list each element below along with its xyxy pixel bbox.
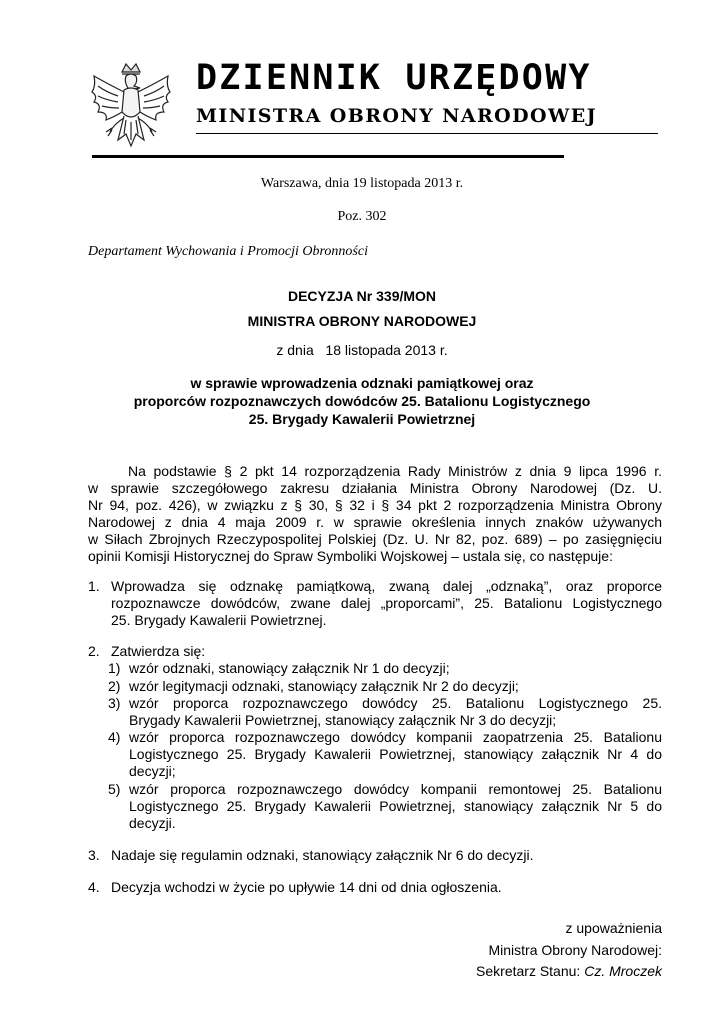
position-number: Poz. 302 — [337, 209, 387, 224]
decision-issuer: MINISTRA OBRONY NARODOWEJ — [247, 313, 477, 329]
department-name: Departament Wychowania i Promocji Obronności — [88, 244, 368, 259]
subject-line: proporców rozpoznawczych dowódców 25. Batalionu Logistycznego — [133, 393, 591, 409]
item-number: 3. — [88, 847, 100, 863]
item-line: Decyzja wchodzi w życie po upływie 14 dni od dnia ogłoszenia. — [111, 879, 502, 895]
subitem-line: decyzji. — [129, 815, 176, 831]
subitem-line: wzór odznaki, stanowiący załącznik Nr 1 do decyzji; — [129, 660, 450, 676]
journal-subtitle: MINISTRA OBRONY NARODOWEJ — [196, 105, 597, 127]
decision-number: DECYZJA Nr 339/MON — [287, 288, 437, 304]
signer-title: Sekretarz Stanu: — [476, 963, 585, 979]
item-line: Nadaje się regulamin odznaki, stanowiący załącznik Nr 6 do decyzji. — [111, 847, 534, 863]
preamble-line: w Siłach Zbrojnych Rzeczypospolitej Polskiej (Dz. U. Nr 82, poz. 689) – po zasięgnięciu — [88, 531, 662, 547]
item-number: 1. — [88, 578, 100, 594]
subitem-line: decyzji; — [129, 763, 176, 779]
place-date: Warszawa, dnia 19 listopada 2013 r. — [260, 176, 464, 191]
preamble-line: opinii Komisji Historycznej do Spraw Symboliki Wojskowej – ustala się, co następuje: — [88, 548, 613, 564]
preamble-line: Narodowej z dnia 4 maja 2009 r. w sprawie określenia innych znaków używanych — [88, 514, 662, 530]
subitem-line: wzór proporca rozpoznawczego dowódcy kompanii remontowej 25. Batalionu — [129, 781, 662, 797]
signer-name: Cz. Mroczek — [584, 963, 662, 979]
header-rule-thick — [92, 155, 564, 158]
item-line: Zatwierdza się: — [111, 643, 206, 659]
preamble-line: Nr 94, poz. 426), w związku z § 30, § 32 i § 34 pkt 2 rozporządzenia Ministra Obrony — [88, 497, 662, 513]
subject-line: 25. Brygady Kawalerii Powietrznej — [248, 411, 476, 427]
subitem-line: wzór proporca rozpoznawczego dowódcy kompanii zaopatrzenia 25. Batalionu — [129, 729, 662, 745]
subject-line: w sprawie wprowadzenia odznaki pamiątkowej oraz — [190, 375, 534, 391]
subitem-number: 1) — [108, 660, 121, 676]
subitem-line: wzór legitymacji odznaki, stanowiący załącznik Nr 2 do decyzji; — [129, 678, 519, 694]
signature-authorization: z upoważnienia — [565, 920, 662, 936]
preamble-line: Na podstawie § 2 pkt 14 rozporządzenia Rady Ministrów z dnia 9 lipca 1996 r. — [128, 463, 662, 479]
header-rule-thin — [196, 133, 658, 134]
item-line: rozpoznawcze dowódców, zwane dalej „proporcami”, 25. Batalionu Logistycznego — [111, 595, 662, 611]
signature-on-behalf: Ministra Obrony Narodowej: — [488, 942, 662, 958]
polish-eagle-emblem-icon — [88, 62, 174, 158]
subitem-line: Logistycznego 25. Brygady Kawalerii Powietrznej, stanowiący załącznik Nr 4 do — [129, 746, 662, 762]
item-number: 4. — [88, 879, 100, 895]
subitem-number: 3) — [108, 695, 121, 711]
preamble-line: w sprawie szczegółowego zakresu działania Ministra Obrony Narodowej (Dz. U. — [88, 480, 662, 496]
subitem-number: 2) — [108, 678, 121, 694]
subitem-number: 4) — [108, 729, 121, 745]
signature-signer — [476, 963, 662, 979]
subitem-line: Brygady Kawalerii Powietrznej, stanowiący załącznik Nr 3 do decyzji; — [129, 712, 557, 728]
item-line: 25. Brygady Kawalerii Powietrznej. — [111, 612, 327, 628]
subitem-line: Logistycznego 25. Brygady Kawalerii Powietrznej, stanowiący załącznik Nr 5 do — [129, 798, 662, 814]
item-number: 2. — [88, 643, 100, 659]
subitem-line: wzór proporca rozpoznawczego dowódcy 25. Batalionu Logistycznego 25. — [129, 695, 662, 711]
item-line: Wprowadza się odznakę pamiątkową, zwaną dalej „odznaką”, oraz proporce — [111, 578, 662, 594]
subitem-number: 5) — [108, 781, 121, 797]
decision-date: z dnia 18 listopada 2013 r. — [276, 342, 448, 358]
journal-title: DZIENNIK URZĘDOWY — [196, 58, 592, 98]
